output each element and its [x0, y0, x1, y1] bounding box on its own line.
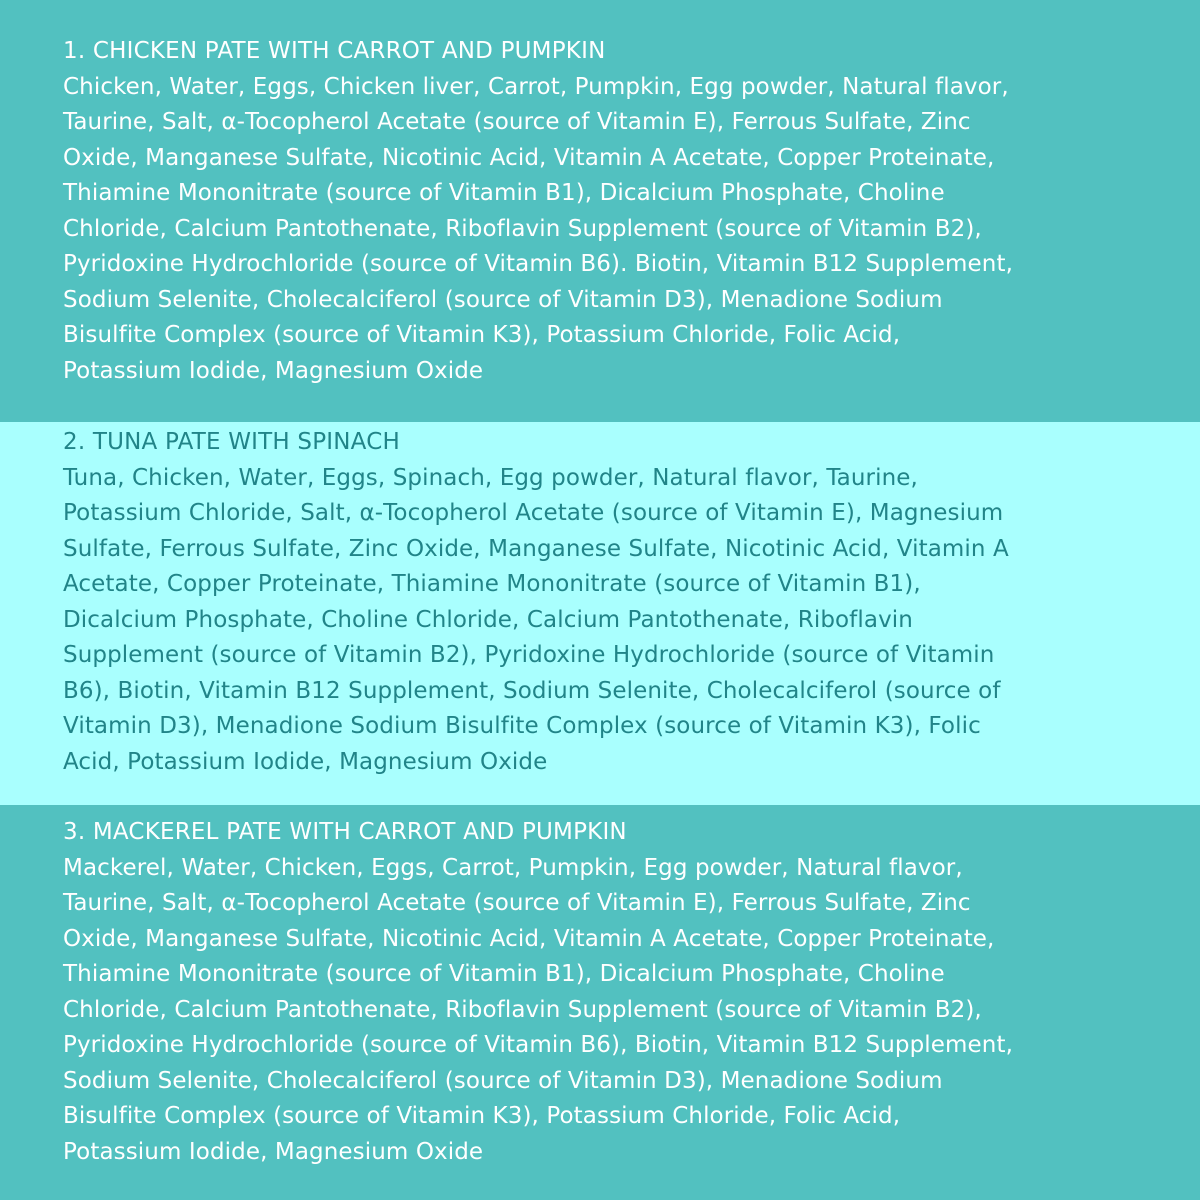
- ingredient-line: Mackerel, Water, Chicken, Eggs, Carrot, Pumpkin, Egg powder, Natural flavor,: [63, 854, 963, 881]
- ingredient-line: Pyridoxine Hydrochloride (source of Vitamin B6). Biotin, Vitamin B12 Supplement,: [63, 251, 1014, 277]
- ingredient-line: Acid, Potassium Iodide, Magnesium Oxide: [63, 748, 548, 775]
- ingredient-line: Potassium Iodide, Magnesium Oxide: [63, 357, 484, 384]
- ingredient-line: Dicalcium Phosphate, Choline Chloride, Calcium Pantothenate, Riboflavin: [63, 606, 913, 633]
- ingredient-line: Thiamine Mononitrate (source of Vitamin B1), Dicalcium Phosphate, Choline: [63, 180, 945, 206]
- section-tuna-pate: [0, 422, 1200, 805]
- ingredient-line: Vitamin D3), Menadione Sodium Bisulfite Complex (source of Vitamin K3), Folic: [63, 713, 981, 739]
- ingredient-list: [63, 461, 1160, 781]
- ingredient-list: [63, 70, 1160, 390]
- ingredient-line: B6), Biotin, Vitamin B12 Supplement, Sodium Selenite, Cholecalciferol (source of: [63, 677, 1001, 704]
- ingredient-line: Sodium Selenite, Cholecalciferol (source of Vitamin D3), Menadione Sodium: [63, 286, 943, 313]
- ingredient-line: Chloride, Calcium Pantothenate, Riboflavin Supplement (source of Vitamin B2),: [63, 996, 982, 1023]
- ingredient-line: Sodium Selenite, Cholecalciferol (source of Vitamin D3), Menadione Sodium: [63, 1067, 943, 1094]
- ingredient-line: Pyridoxine Hydrochloride (source of Vitamin B6), Biotin, Vitamin B12 Supplement,: [63, 1032, 1014, 1058]
- ingredient-list: [63, 851, 1160, 1171]
- ingredient-line: Taurine, Salt, α-Tocopherol Acetate (source of Vitamin E), Ferrous Sulfate, Zinc: [63, 109, 971, 135]
- section-mackerel-pate: [0, 805, 1200, 1200]
- ingredient-line: Taurine, Salt, α-Tocopherol Acetate (source of Vitamin E), Ferrous Sulfate, Zinc: [63, 890, 971, 916]
- section-heading: 2. TUNA PATE WITH SPINACH: [63, 429, 400, 455]
- section-chicken-pate: [0, 0, 1200, 422]
- ingredient-line: Bisulfite Complex (source of Vitamin K3), Potassium Chloride, Folic Acid,: [63, 322, 901, 348]
- ingredient-line: Acetate, Copper Proteinate, Thiamine Mononitrate (source of Vitamin B1),: [63, 571, 921, 597]
- ingredient-line: Oxide, Manganese Sulfate, Nicotinic Acid, Vitamin A Acetate, Copper Proteinate,: [63, 144, 995, 171]
- ingredient-line: Thiamine Mononitrate (source of Vitamin B1), Dicalcium Phosphate, Choline: [63, 961, 945, 987]
- ingredient-line: Potassium Iodide, Magnesium Oxide: [63, 1138, 484, 1165]
- ingredient-line: Supplement (source of Vitamin B2), Pyridoxine Hydrochloride (source of Vitamin: [63, 642, 995, 668]
- ingredient-line: Potassium Chloride, Salt, α-Tocopherol Acetate (source of Vitamin E), Magnesium: [63, 500, 1004, 526]
- section-heading: 1. CHICKEN PATE WITH CARROT AND PUMPKIN: [63, 38, 606, 64]
- ingredient-line: Sulfate, Ferrous Sulfate, Zinc Oxide, Manganese Sulfate, Nicotinic Acid, Vitamin A: [63, 535, 1009, 562]
- ingredient-line: Oxide, Manganese Sulfate, Nicotinic Acid, Vitamin A Acetate, Copper Proteinate,: [63, 925, 995, 952]
- ingredient-line: Tuna, Chicken, Water, Eggs, Spinach, Egg powder, Natural flavor, Taurine,: [63, 464, 918, 491]
- ingredient-line: Bisulfite Complex (source of Vitamin K3), Potassium Chloride, Folic Acid,: [63, 1103, 901, 1129]
- section-heading: 3. MACKEREL PATE WITH CARROT AND PUMPKIN: [63, 819, 627, 845]
- ingredient-line: Chloride, Calcium Pantothenate, Riboflavin Supplement (source of Vitamin B2),: [63, 215, 982, 242]
- ingredient-line: Chicken, Water, Eggs, Chicken liver, Carrot, Pumpkin, Egg powder, Natural flavor,: [63, 73, 1009, 100]
